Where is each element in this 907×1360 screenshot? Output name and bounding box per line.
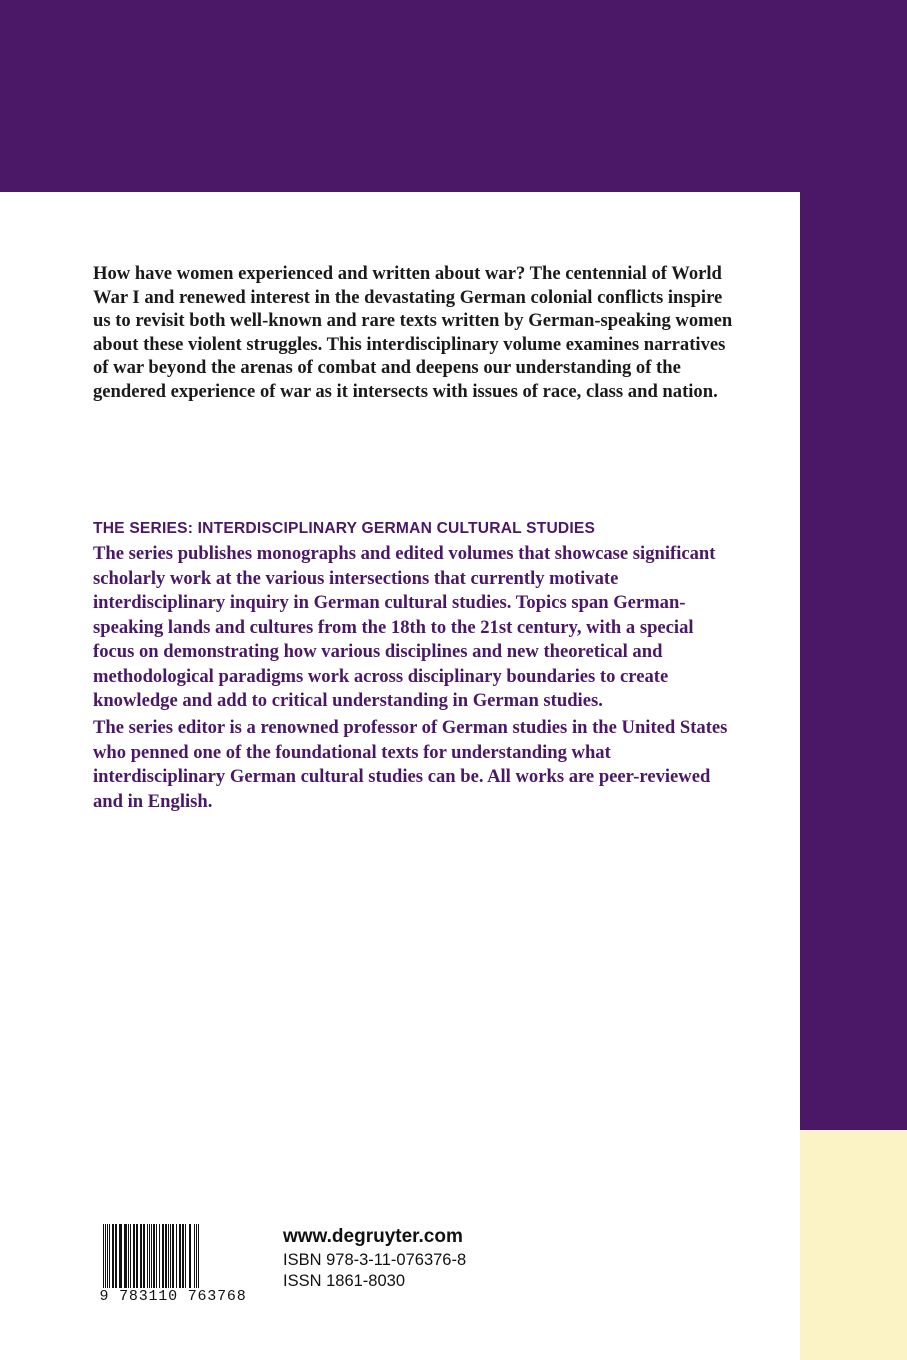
barcode-bar bbox=[151, 1224, 152, 1290]
book-blurb: How have women experienced and written about war? The centennial of World War I and renewed interest in the devastating German colonial conflicts inspire us to revisit both well-known and rare texts written by German-speaking women about these violent struggles. This interdisciplinary volume examines narratives of war beyond the arenas of combat and deepens our understanding of the gendered experience of war as it intersects with issues of race, class and nation. bbox=[93, 263, 733, 402]
barcode-bar bbox=[194, 1224, 195, 1290]
barcode-bar bbox=[140, 1224, 142, 1290]
barcode-bar bbox=[182, 1224, 184, 1290]
barcode-bars bbox=[93, 1224, 253, 1290]
barcode-bar bbox=[112, 1224, 114, 1290]
barcode-bar bbox=[103, 1224, 104, 1290]
barcode-bar bbox=[149, 1224, 150, 1290]
barcode-bar bbox=[109, 1224, 110, 1290]
barcode-bar bbox=[115, 1224, 117, 1290]
barcode-bar bbox=[124, 1224, 127, 1290]
issn-number: ISSN 1861-8030 bbox=[283, 1272, 406, 1290]
barcode-bar bbox=[128, 1224, 129, 1290]
barcode-digits: 9 783110 763768 bbox=[93, 1288, 253, 1306]
publisher-info bbox=[283, 1224, 466, 1292]
series-description: The series publishes monographs and edited volumes that showcase significant scholarly work at the various intersections that currently motivate interdisciplinary inquiry in German cultural studies. Topics span German-speaking lands and cultures from the 18th to the 21st century, with a special focus on demonstrating how various disciplines and new theoretical and methodological paradigms work across disciplinary boundaries to create knowledge and add to critical understanding in German studies. bbox=[93, 543, 716, 711]
barcode-bar bbox=[143, 1224, 145, 1290]
barcode-bar bbox=[176, 1224, 177, 1290]
barcode-bar bbox=[107, 1224, 108, 1290]
barcode-bar bbox=[196, 1224, 197, 1290]
barcode-bar bbox=[156, 1224, 157, 1290]
isbn-barcode bbox=[93, 1224, 253, 1306]
barcode-bar bbox=[119, 1224, 122, 1290]
barcode-bar bbox=[147, 1224, 148, 1290]
barcode-bar bbox=[172, 1224, 174, 1290]
barcode-bar bbox=[105, 1224, 106, 1290]
barcode-bar bbox=[159, 1224, 160, 1290]
barcode-bar bbox=[153, 1224, 155, 1290]
barcode-bar bbox=[179, 1224, 181, 1290]
publisher-url[interactable]: www.degruyter.com bbox=[283, 1226, 463, 1247]
barcode-bar bbox=[170, 1224, 171, 1290]
cream-spine-strip bbox=[800, 1130, 907, 1360]
barcode-bar bbox=[133, 1224, 135, 1290]
isbn-number: ISBN 978-3-11-076376-8 bbox=[283, 1251, 467, 1269]
series-editor-note: The series editor is a renowned professor of German studies in the United States who penned one of the foundational texts for understanding what interdisciplinary German cultural studies can be. All works are peer-reviewed and in English. bbox=[93, 717, 728, 812]
barcode-bar bbox=[136, 1224, 138, 1290]
series-heading: THE SERIES: INTERDISCIPLINARY GERMAN CULTURAL STUDIES bbox=[93, 520, 596, 537]
barcode-bar bbox=[185, 1224, 186, 1290]
barcode-bar bbox=[165, 1224, 167, 1290]
barcode-bar bbox=[168, 1224, 169, 1290]
barcode-bar bbox=[162, 1224, 164, 1290]
barcode-bar bbox=[189, 1224, 191, 1290]
barcode-bar bbox=[130, 1224, 131, 1290]
barcode-bar bbox=[198, 1224, 199, 1290]
